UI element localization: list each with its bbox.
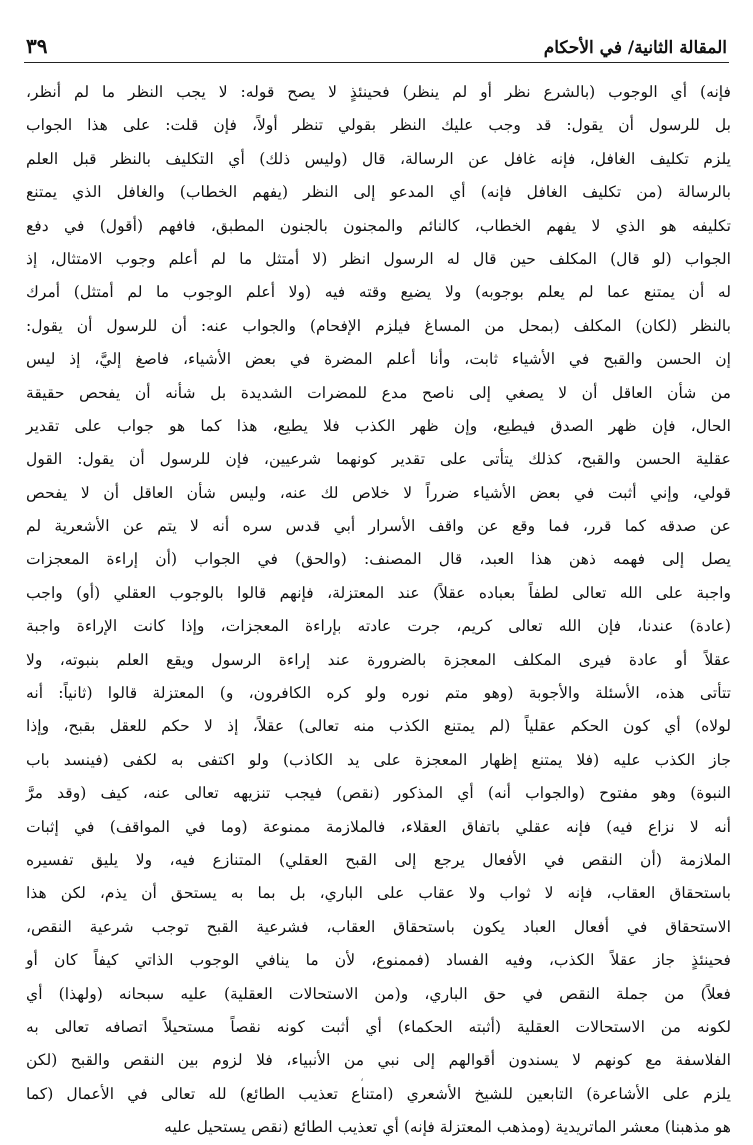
text-line: النبوة) وهو مفتوح (والجواب أنه) أي المذكور (نقص) فيجب تنزيهه تعالى عنه، كيف (وقد مرَّ xyxy=(26,784,731,803)
header-divider xyxy=(24,62,729,63)
text-line: بالرسالة (من تكليف الغافل فإنه) أي المدعو إلى النظر (يفهم الخطاب) والغافل الذي يمتنع xyxy=(26,183,731,202)
text-line: من شأن العاقل أن لا يصغي إلى ناصح مدع للمضرات الشديدة بل شأنه أن يفحص حقيقة xyxy=(26,383,731,402)
text-line: الجواب (لو قال) المكلف حين قال له الرسول انظر (لا أمتثل ما لم أعلم وجوب الامتثال، إذ xyxy=(26,249,731,268)
text-line: إن الحسن والقبح في الأشياء ثابت، وأنا أعلم المضرة في بعض الأشياء، فاصغ إليَّ، إذ ليس xyxy=(26,350,731,369)
text-line: له أن يمتنع عما لم يعلم بوجوبه) ولا يضيع وقته فيه (ولا أعلم الوجوب ما لم أمتثل) أمرك xyxy=(26,283,731,302)
text-line: بل للرسول أن يقول: قد وجب عليك النظر بقولي تنظر أولاً، فإن قلت: على هذا الجواب xyxy=(26,116,731,135)
text-line: الفلاسفة مع كونهم لا يسندون أقوالهم إلى نبي من الأنبياء، فلا لزوم بين النقص والقبح (لكن xyxy=(26,1051,731,1070)
text-line: جاز الكذب عليه (فلا يمتنع إظهار المعجزة على يد الكاذب) ولو اكتفى به لكفى (فينسد باب xyxy=(26,750,731,769)
body-text xyxy=(26,76,731,1137)
text-line: فحينئذٍ جاز عقلاً الكذب، وفيه الفساد (فممنوع، لأن ما ينافي الوجوب الذاتي كيفاً كان أو xyxy=(26,951,731,970)
text-line: باستحقاق العقاب، فإنه لا ثواب ولا عقاب على الباري، بل بما به يستحق أن يذم، لكن هذا xyxy=(26,884,731,903)
text-line: الحال، فإن ظهر الصدق فيطيع، وإن ظهر الكذب فلا يطيع، هذا كما هو جواب على تقدير xyxy=(26,416,731,435)
text-line: يصل إلى فهمه ذهن هذا العبد، قال المصنف: (والحق) في الجواب (أن إراءة المعجزات xyxy=(26,550,731,569)
running-title: المقالة الثانية/ في الأحكام xyxy=(543,38,727,58)
text-line: أنه لا نزاع فيه) فإنه عقلي باتفاق العقلاء، فالملازمة ممنوعة (وما في المواقف) في إثبات xyxy=(26,817,731,836)
text-line: واجبة على الله تعالى لطفاً بعباده عقلاً) عند المعتزلة، فإنهم قالوا بالوجوب العقلي (أو) واجب xyxy=(26,583,731,602)
text-line: الملازمة (أن النقص في الأفعال يرجع إلى القبح العقلي) المتنازع فيه، ولا يليق تفسيره xyxy=(26,850,731,869)
text-line: عقلاً أو عادة فيرى المكلف المعجزة بالضرورة عند إراءة الرسول ويقع العلم بنبوته، ولا xyxy=(26,650,731,669)
text-line: تكليفه هو الذي لا يفهم الخطاب، كالنائم والمجنون بالجنون المطبق، فافهم (أقول) في دفع xyxy=(26,216,731,235)
text-line: فإنه) أي الوجوب (بالشرع نظر أو لم ينظر) فحينئذٍ لا يصح قوله: لا يجب النظر ما لم أنظر، xyxy=(26,83,731,101)
text-line: (عادة) عندنا، فإن الله تعالى كريم، جرت عادته بإراءة المعجزات، وإذا كانت الإراءة واجبة xyxy=(26,617,731,636)
footer-mark: ، xyxy=(360,1070,364,1084)
page-number: ٣٩ xyxy=(26,34,48,58)
text-line: فعلاً) من جملة النقص في حق الباري، و(من الاستحالات العقلية) عليه سبحانه (ولهذا) أي xyxy=(26,984,731,1003)
text-line: لولاه) أي كون الحكم عقلياً (لم يمتنع الكذب منه تعالى) عقلاً، إذ لا حكم للعقل بقبح، وإذا xyxy=(26,717,731,736)
text-line: تتأتى هذه، الأسئلة والأجوبة (وهو متم نوره ولو كره الكافرون، و) المعتزلة قالوا (ثانياً: أنه xyxy=(26,684,731,703)
text-line: قولي، وإني أثبت في بعض الأشياء ضرراً لا خلاص لك عنه، وليس شأن العاقل أن لا يفحص xyxy=(26,483,731,502)
text-line: لكونه من الاستحالات العقلية (أثبته الحكماء) أي أثبت كونه نقصاً مستحيلاً اتصافه تعالى به xyxy=(26,1017,731,1036)
text-line: عقلية الحسن والقبح، كذلك يتأتى على تقدير كونهما شرعيين، فإن للرسول أن يقول: القول xyxy=(26,450,731,469)
text-line: يلزم على الأشاعرة) التابعين للشيخ الأشعري (امتناع تعذيب الطائع) لله تعالى في الأعمال (كما xyxy=(26,1084,731,1103)
text-line: هو مذهبنا) معشر الماتريدية (ومذهب المعتزلة فإنه) أي تعذيب الطائع (نقص يستحيل عليه xyxy=(164,1118,731,1137)
text-line: عن صدقه كما قرر، فما وقع عن واقف الأسرار أبي قدس سره أنه لا يتم عن الأشعرية لم xyxy=(26,517,731,536)
text-line: الاستحقاق في أفعال العباد يكون باستحقاق العقاب، فشرعية القبح توجب شرعية النقص، xyxy=(26,917,731,936)
page-header xyxy=(26,18,727,58)
text-line: يلزم تكليف الغافل، فإنه غافل عن الرسالة، قال (وليس ذلك) أي التكليف بالنظر قبل العلم xyxy=(26,149,731,168)
text-line: بالنظر (لكان) المكلف (بمحل من المساغ فيلزم الإفحام) والجواب عنه: أن للرسول أن يقول: xyxy=(26,316,731,335)
